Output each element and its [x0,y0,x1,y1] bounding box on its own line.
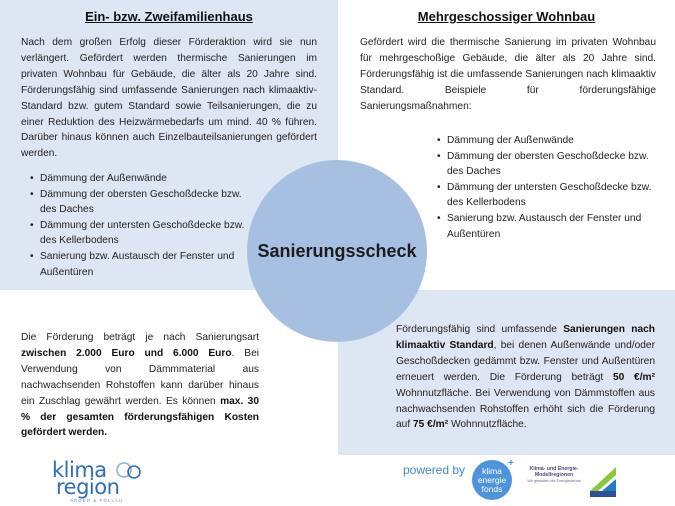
list-item: • Dämmung der obersten Geschoßdecke bzw. des Daches [437,149,662,180]
klima-logo-line1: klima [52,458,107,482]
left-intro-text: Nach dem großen Erfolg dieser Förderaktion wird sie nun verlängert. Gefördert werden thermische Sanierungen im privaten Wohnbau für Gebäude, die älter als 20 Jahre sind. Förderungsfähig sind umfassende Sanierungen nach klimaaktiv-Standard bzw. gutem Standard sowie Teilsanierungen, die zu einer Reduktion des Heizwärmebedarfs um mind. 40 % führen. Darüber hinaus können auch Einzelbauteilsanierungen gefördert werden. [21,37,317,160]
funding-rate: 50 €/m² [612,371,655,383]
fund-line1: klima [482,466,502,476]
right-section-title: Mehrgeschossiger Wohnbau [417,9,596,24]
powered-by-text: powered by [403,463,466,477]
list-item: • Dämmung der obersten Geschoßdecke bzw. des Daches [30,187,245,218]
right-measures-list [437,133,662,242]
klima-logo-line2: region [56,475,120,499]
fund-line3: fonds [481,484,503,494]
list-item: • Dämmung der untersten Geschoßdecke bzw. des Kellerbodens [437,180,662,211]
right-intro-text: Gefördert wird die thermische Sanierung im privaten Wohnbau für mehrgeschoßige Gebäude, die älter als 20 Jahre sind. Förderungsfähig ist die umfassende Sanierungen nach klimaaktiv Standard. Beispiele für förderungsfähige Sanierungsmaßnahmen: [360,37,656,112]
funding-rate-bonus: 75 €/m² [413,419,449,431]
klima-logo-sub: ANGER & PÖLLAU [70,498,124,503]
list-item: • Sanierung bzw. Austausch der Fenster und Außentüren [437,211,662,242]
right-funding-text: Förderungsfähig sind umfassende Sanierungen nach klimaaktiv Standard, bei denen Außenwände und/oder Geschoßdecken gedämmt bzw. Fenster und Außentüren erneuert werden. Die Förderung beträgt 50 €/m² Wohnnutzfläche. Bei Verwendung von Dämmstoffen aus nachwachsenden Rohstoffen erhöht sich die Förderung auf 75 €/m² Wohnnutzfläche. [396,324,655,431]
klima-region-logo [52,460,147,504]
plus-icon: + [508,458,514,469]
funding-max: max. 30 % der gesamten förderungsfähigen Kosten gefördert werden. [21,395,260,439]
list-item: • Dämmung der Außenwände [437,133,662,149]
center-title: Sanierungsscheck [257,240,417,261]
klima-energie-fonds-logo [472,460,512,500]
funding-range: zwischen 2.000 Euro und 6.000 Euro [21,347,232,359]
mreg-sub: Wir gestalten die Energiewende [527,479,581,484]
list-item: • Sanierung bzw. Austausch der Fenster und Außentüren [30,249,245,280]
left-section-title: Ein- bzw. Zweifamilienhaus [85,9,253,24]
fund-line2: energie [477,475,507,485]
center-circle [247,160,427,342]
modellregionen-text [523,466,585,484]
left-funding-text: Die Förderung beträgt je nach Sanierungsart zwischen 2.000 Euro und 6.000 Euro. Bei Verwendung von Dämmmaterial aus nachwachsenden Rohstoffen kann darüber hinaus ein Zuschlag gewährt werden. Es können max. 30 % der gesamten förderungsfähigen Kosten gefördert werden. [21,332,260,439]
mreg-title: Klima- und Energie-Modellregionen [529,466,579,479]
funding-standard: Sanierungen nach klimaaktiv Standard [396,324,655,351]
modellregionen-logo-icon [588,461,618,499]
left-measures-list [30,171,245,280]
list-item: • Dämmung der untersten Geschoßdecke bzw. des Kellerbodens [30,218,245,249]
list-item: • Dämmung der Außenwände [30,171,245,187]
